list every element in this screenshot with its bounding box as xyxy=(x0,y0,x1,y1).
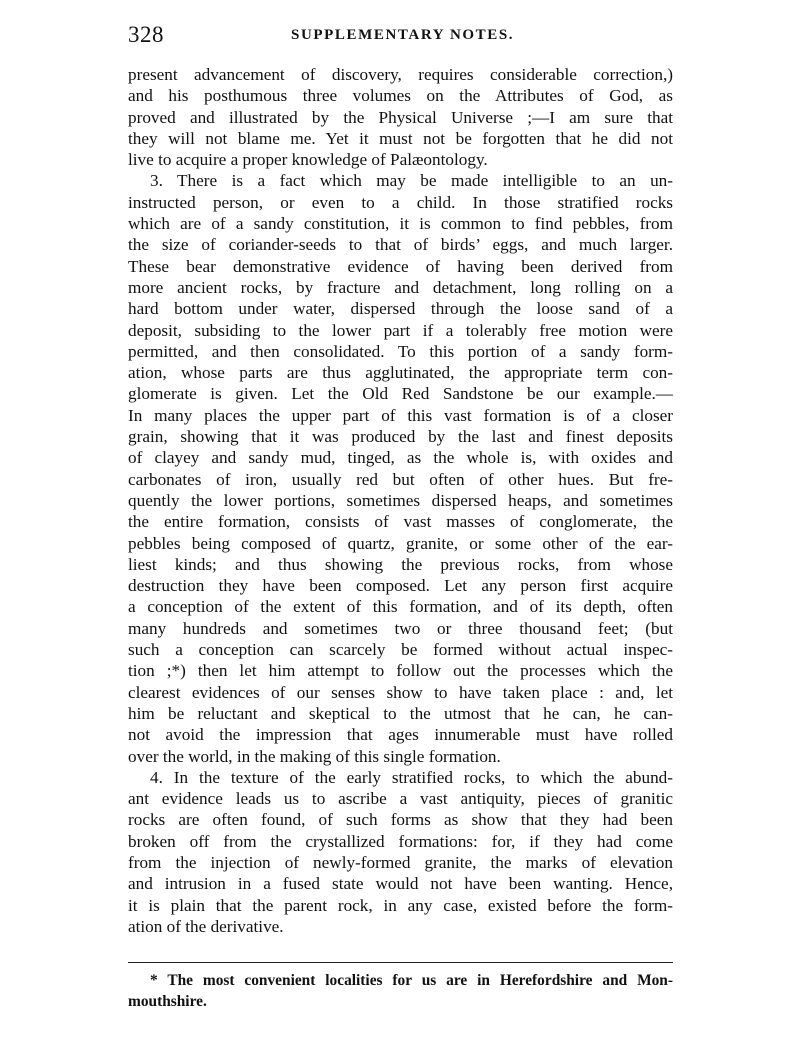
text-line: grain, showing that it was produced by the last and finest deposits xyxy=(128,427,673,447)
text-line: glomerate is given. Let the Old Red Sandstone be our example.— xyxy=(128,384,673,404)
text-line: ation of the derivative. xyxy=(128,916,284,936)
text-line: permitted, and then consolidated. To this portion of a sandy form- xyxy=(128,341,673,361)
text-line: These bear demonstrative evidence of having been derived from xyxy=(128,256,673,276)
text-line: In many places the upper part of this vast formation is of a closer xyxy=(128,405,673,425)
text-line: a conception of the extent of this formation, and of its depth, often xyxy=(128,597,673,617)
text-line: many hundreds and sometimes two or three thousand feet; (but xyxy=(128,618,673,638)
text-line: from the injection of newly-formed granite, the marks of elevation xyxy=(128,852,673,872)
footnote-line: * The most convenient localities for us are in Herefordshire and Mon- xyxy=(150,972,673,989)
text-line: such a conception can scarcely be formed without actual inspec- xyxy=(128,640,673,660)
text-line: live to acquire a proper knowledge of Palæontology. xyxy=(128,150,488,170)
text-line: him be reluctant and skeptical to the utmost that he can, he can- xyxy=(128,703,673,723)
page-number: 328 xyxy=(128,22,164,47)
text-line: rocks are often found, of such forms as show that they had been xyxy=(128,810,673,830)
paragraph-4-start: 4. In the texture of the early stratified rocks, to which the abund- xyxy=(150,767,673,787)
text-line: instructed person, or even to a child. In those stratified rocks xyxy=(128,192,673,212)
body-text xyxy=(128,64,673,937)
text-line: which are of a sandy constitution, it is common to find pebbles, from xyxy=(128,214,673,234)
text-line: ant evidence leads us to ascribe a vast antiquity, pieces of granitic xyxy=(128,789,673,809)
footnote-divider xyxy=(128,962,673,963)
text-line: carbonates of iron, usually red but often of other hues. But fre- xyxy=(128,469,673,489)
text-line: it is plain that the parent rock, in any case, existed before the form- xyxy=(128,895,673,915)
paragraph-3-start: 3. There is a fact which may be made intelligible to an un- xyxy=(150,171,673,191)
text-line: over the world, in the making of this single formation. xyxy=(128,746,501,766)
text-line: the entire formation, consists of vast masses of conglomerate, the xyxy=(128,512,673,532)
text-line: tion ;*) then let him attempt to follow out the processes which the xyxy=(128,661,673,681)
text-line: destruction they have been composed. Let any person first acquire xyxy=(128,576,673,596)
text-line: liest kinds; and thus showing the previous rocks, from whose xyxy=(128,554,673,574)
text-line: proved and illustrated by the Physical Universe ;—I am sure that xyxy=(128,107,673,127)
text-line: deposit, subsiding to the lower part if a tolerably free motion were xyxy=(128,320,673,340)
text-line: present advancement of discovery, requires considerable correction,) xyxy=(128,65,673,84)
running-title: SUPPLEMENTARY NOTES. xyxy=(291,27,515,43)
text-line: quently the lower portions, sometimes dispersed heaps, and sometimes xyxy=(128,490,673,510)
text-line: clearest evidences of our senses show to have taken place : and, let xyxy=(128,682,673,702)
text-line: more ancient rocks, by fracture and detachment, long rolling on a xyxy=(128,277,673,297)
text-line: the size of coriander-seeds to that of birds’ eggs, and much larger. xyxy=(128,235,673,255)
running-head xyxy=(128,22,673,50)
footnote xyxy=(128,970,673,1012)
text-line: hard bottom under water, dispersed through the loose sand of a xyxy=(128,299,673,319)
text-line: ation, whose parts are thus agglutinated, the appropriate term con- xyxy=(128,363,673,383)
text-line: and his posthumous three volumes on the Attributes of God, as xyxy=(128,86,673,106)
text-line: not avoid the impression that ages innumerable must have rolled xyxy=(128,725,673,745)
text-line: broken off from the crystallized formations: for, if they had come xyxy=(128,831,673,851)
text-line: pebbles being composed of quartz, granite, or some other of the ear- xyxy=(128,533,673,553)
text-line: they will not blame me. Yet it must not be forgotten that he did not xyxy=(128,128,673,148)
footnote-line: mouthshire. xyxy=(128,993,207,1010)
text-line: of clayey and sandy mud, tinged, as the whole is, with oxides and xyxy=(128,448,673,468)
text-line: and intrusion in a fused state would not have been wanting. Hence, xyxy=(128,874,673,894)
